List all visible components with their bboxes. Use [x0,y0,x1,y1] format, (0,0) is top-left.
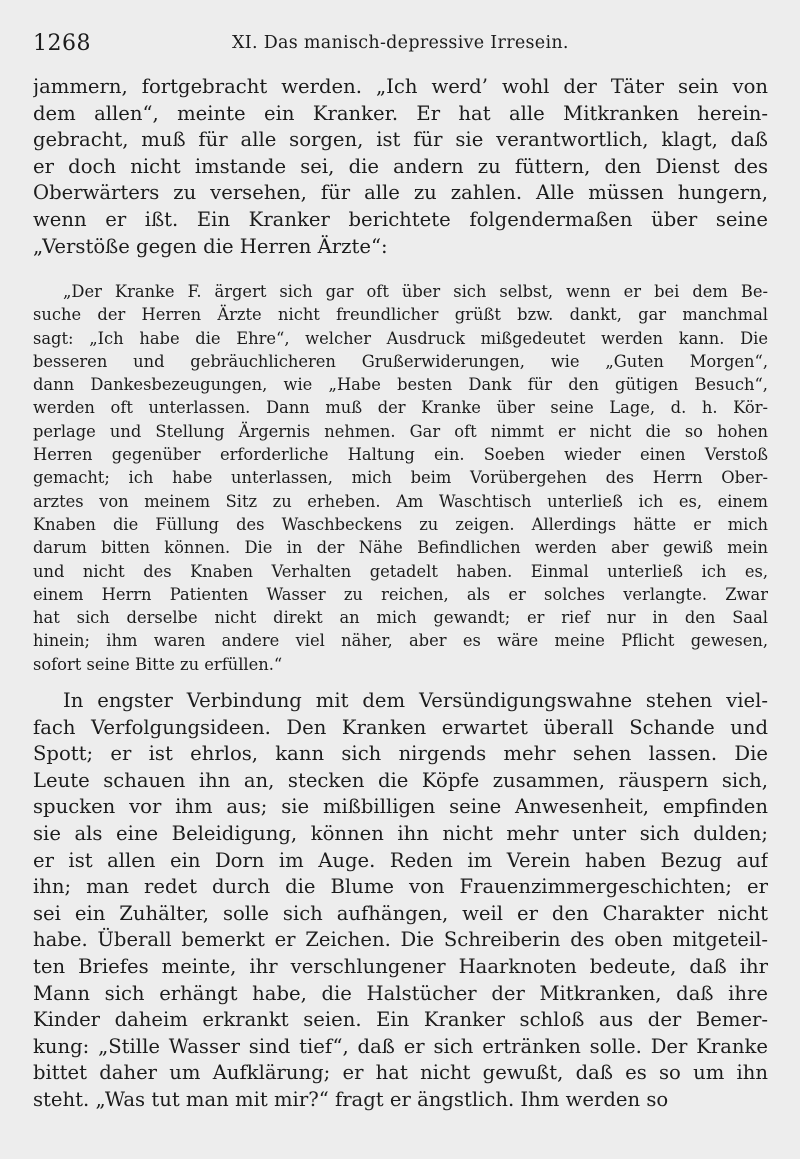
text-line: gemacht; ich habe unterlassen, mich beim Vorübergehen des Herrn Ober- [33,468,768,488]
text-line: In engster Verbindung mit dem Versündigungswahne stehen viel- [63,689,768,712]
text-line: dann Dankesbezeugungen, wie „Habe besten Dank für den gütigen Besuch“, [33,375,768,395]
text-line: hat sich derselbe nicht direkt an mich gewandt; er rief nur in den Saal [33,608,768,628]
text-line: bittet daher um Aufklärung; er hat nicht gewußt, daß es so um ihn [33,1061,768,1085]
text-line: „Verstöße gegen die Herren Ärzte“: [33,234,388,258]
text-line: kung: „Stille Wasser sind tief“, daß er sich ertränken solle. Der Kranke [33,1034,768,1058]
text-line: habe. Überall bemerkt er Zeichen. Die Schreiberin des oben mitgeteil- [33,928,768,952]
text-line: Oberwärters zu versehen, für alle zu zahlen. Alle müssen hungern, [33,181,768,205]
running-title: XI. Das manisch-depressive Irresein. [232,33,569,53]
text-line: fach Verfolgungsideen. Den Kranken erwartet überall Schande und [33,715,768,739]
text-line: ihn; man redet durch die Blume von Frauenzimmergeschichten; er [33,875,768,899]
text-line: jammern, fortgebracht werden. „Ich werd’ wohl der Täter sein von [33,75,768,98]
text-line: wenn er ißt. Ein Kranker berichtete folgendermaßen über seine [33,207,768,231]
text-line: Leute schauen ihn an, stecken die Köpfe zusammen, räuspern sich, [33,768,768,792]
text-line: Spott; er ist ehrlos, kann sich nirgends mehr sehen lassen. Die [33,742,768,766]
text-line: Herren gegenüber erforderliche Haltung ein. Soeben wieder einen Verstoß [33,445,768,465]
quotation-block [33,280,768,676]
text-line: Kinder daheim erkrankt seien. Ein Kranker schloß aus der Bemer- [33,1008,768,1032]
text-line: sofort seine Bitte zu erfüllen.“ [33,654,283,674]
text-line: arztes von meinem Sitz zu erheben. Am Waschtisch unterließ ich es, einem [33,491,768,511]
text-line: gebracht, muß für alle sorgen, ist für sie verantwortlich, klagt, daß [33,128,768,152]
paragraph-1 [33,74,768,260]
text-line: er doch nicht imstande sei, die andern zu füttern, den Dienst des [33,154,768,178]
text-line: suche der Herren Ärzte nicht freundlicher grüßt bzw. dankt, gar manchmal [33,305,768,325]
text-line: spucken vor ihm aus; sie mißbilligen seine Anwesenheit, empfinden [33,795,768,819]
text-line: sagt: „Ich habe die Ehre“, welcher Ausdruck mißgedeutet werden kann. Die [33,328,768,348]
text-line: ten Briefes meinte, ihr verschlungener Haarknoten bedeute, daß ihr [33,954,768,978]
text-line: einem Herrn Patienten Wasser zu reichen, als er solches verlangte. Zwar [33,584,768,604]
text-line: und nicht des Knaben Verhalten getadelt haben. Einmal unterließ ich es, [33,561,768,581]
text-line: Knaben die Füllung des Waschbeckens zu zeigen. Allerdings hätte er mich [33,514,768,534]
text-line: perlage und Stellung Ärgernis nehmen. Gar oft nimmt er nicht die so hohen [33,421,768,441]
paragraph-2 [33,688,768,1114]
text-line: werden oft unterlassen. Dann muß der Kranke über seine Lage, d. h. Kör- [33,398,768,418]
text-line: er ist allen ein Dorn im Auge. Reden im Verein haben Bezug auf [33,848,768,872]
text-line: hinein; ihm waren andere viel näher, aber es wäre meine Pflicht gewesen, [33,631,768,651]
page-number: 1268 [33,31,91,56]
text-line: sei ein Zuhälter, solle sich aufhängen, weil er den Charakter nicht [33,901,768,925]
text-line: darum bitten können. Die in der Nähe Befindlichen werden aber gewiß mein [33,538,768,558]
text-line: besseren und gebräuchlicheren Grußerwiderungen, wie „Guten Morgen“, [33,351,768,371]
text-line: Mann sich erhängt habe, die Halstücher der Mitkranken, daß ihre [33,981,768,1005]
text-line: „Der Kranke F. ärgert sich gar oft über sich selbst, wenn er bei dem Be- [63,282,768,301]
text-line: steht. „Was tut man mit mir?“ fragt er ängstlich. Ihm werden so [33,1087,669,1111]
text-line: sie als eine Beleidigung, können ihn nicht mehr unter sich dulden; [33,821,768,845]
text-line: dem allen“, meinte ein Kranker. Er hat alle Mitkranken herein- [33,101,768,125]
